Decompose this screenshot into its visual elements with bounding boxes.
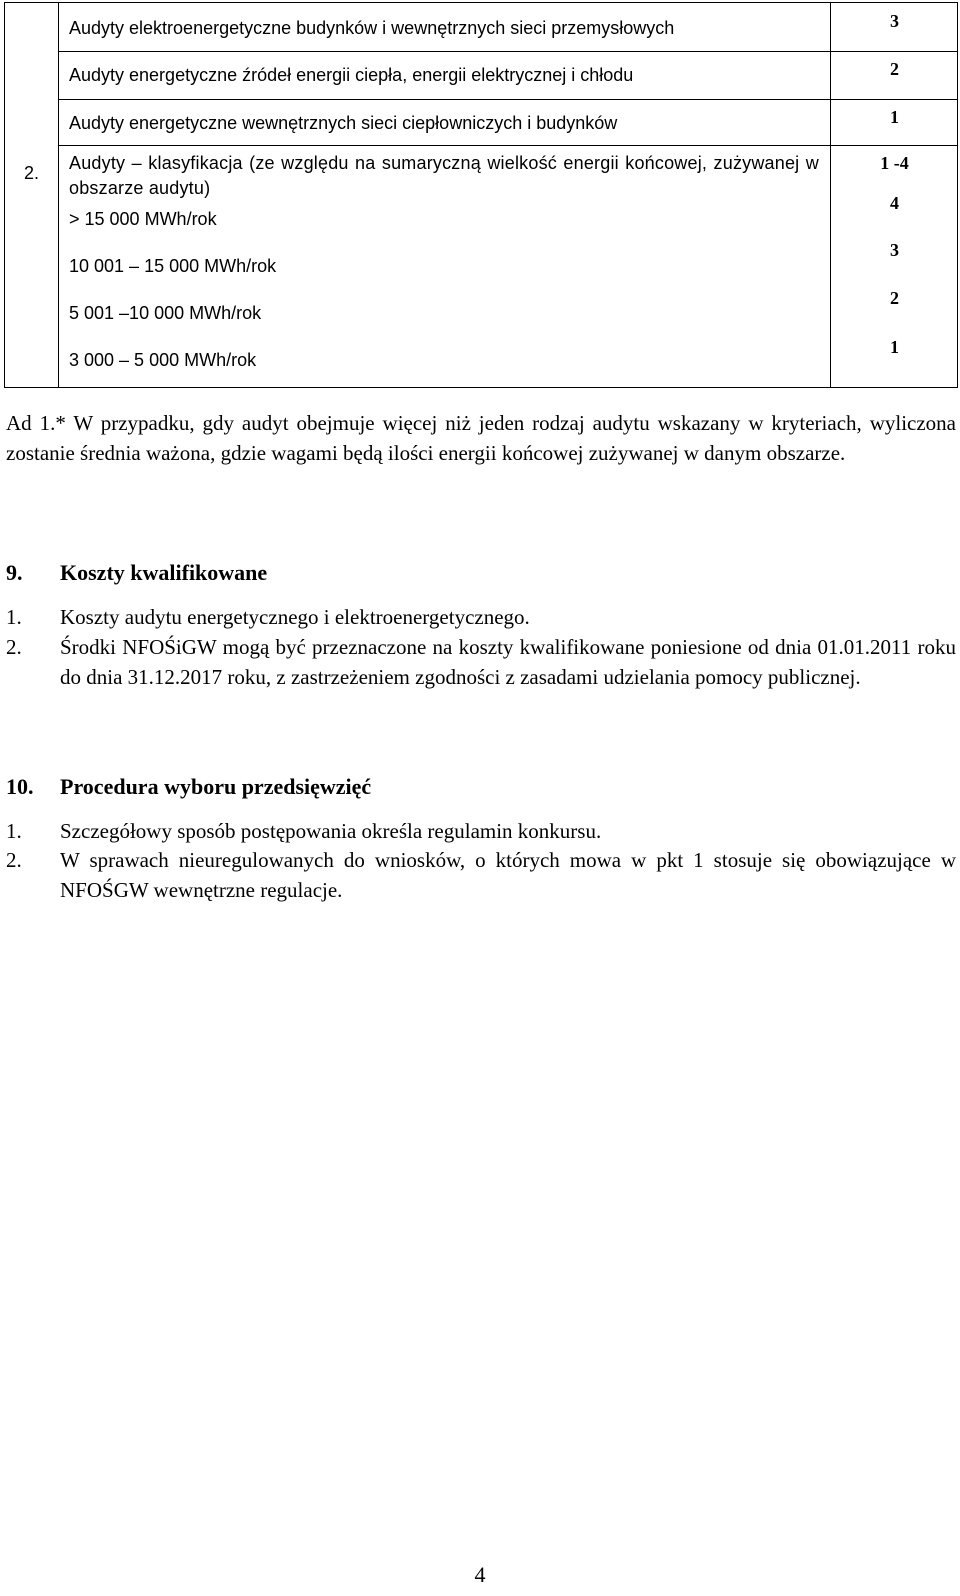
classification-item-points: 2 [890,288,899,308]
list-item-text: Szczegółowy sposób postępowania określa regulamin konkursu. [60,819,602,843]
table-row-label: Audyty elektroenergetyczne budynków i wewnętrznych sieci przemysłowych [69,18,675,38]
section-title: Procedura wyboru przedsięwzięć [60,774,372,799]
classification-item-points: 4 [890,193,899,213]
list-item [6,602,956,632]
table-row-points: 2 [890,59,899,79]
table-row-points: 3 [890,11,899,31]
list-item-number: 2. [6,848,22,872]
section-number: 10. [6,774,34,799]
page-number: 4 [474,1562,486,1587]
section-number: 9. [6,560,23,585]
criteria-note: Ad 1.* W przypadku, gdy audyt obejmuje więcej niż jeden rodzaj audytu wskazany w kryteriach, wyliczona zostanie średnia ważona, gdzie wagami będą ilości energii końcowej zużywanej w danym obszarze. [6,411,956,465]
classification-item-label: 5 001 –10 000 MWh/rok [69,303,262,323]
table-row-points: 1 [890,107,899,127]
table-divider [58,99,957,100]
list-item [6,845,956,905]
list-item-text: W sprawach nieuregulowanych do wniosków, o których mowa w pkt 1 stosuje się obowiązujące w NFOŚGW wewnętrzne regulacje. [60,848,956,902]
criteria-table [4,2,958,388]
list-item-text: Środki NFOŚiGW mogą być przeznaczone na koszty kwalifikowane poniesione od dnia 01.01.2011 roku do dnia 31.12.2017 roku, z zastrzeżeniem zgodności z zasadami udzielania pomocy publicznej. [60,635,956,689]
list-item [6,816,956,846]
classification-item-label: 3 000 – 5 000 MWh/rok [69,350,257,370]
classification-item-label: 10 001 – 15 000 MWh/rok [69,256,277,276]
classification-item-label: > 15 000 MWh/rok [69,209,217,229]
section-heading [6,560,267,586]
list-item-number: 2. [6,635,22,659]
classification-points: 1 -4 [880,153,909,173]
list-item [6,632,956,692]
table-divider [58,3,59,387]
list-item-number: 1. [6,605,22,629]
table-row-number: 2. [23,163,39,183]
list-item-number: 1. [6,819,22,843]
section-heading [6,774,371,800]
classification-item-points: 3 [890,240,899,260]
table-divider [58,145,957,146]
section-title: Koszty kwalifikowane [60,560,268,585]
table-divider [58,51,957,52]
table-row-label: Audyty energetyczne źródeł energii ciepła, energii elektrycznej i chłodu [69,65,634,85]
table-row-label: Audyty energetyczne wewnętrznych sieci ciepłowniczych i budynków [69,113,618,133]
classification-item-points: 1 [890,337,899,357]
classification-label: Audyty – klasyfikacja (ze względu na sumaryczną wielkość energii końcowej, zużywanej w obszarze audytu) [69,153,819,198]
list-item-text: Koszty audytu energetycznego i elektroenergetycznego. [60,605,530,629]
